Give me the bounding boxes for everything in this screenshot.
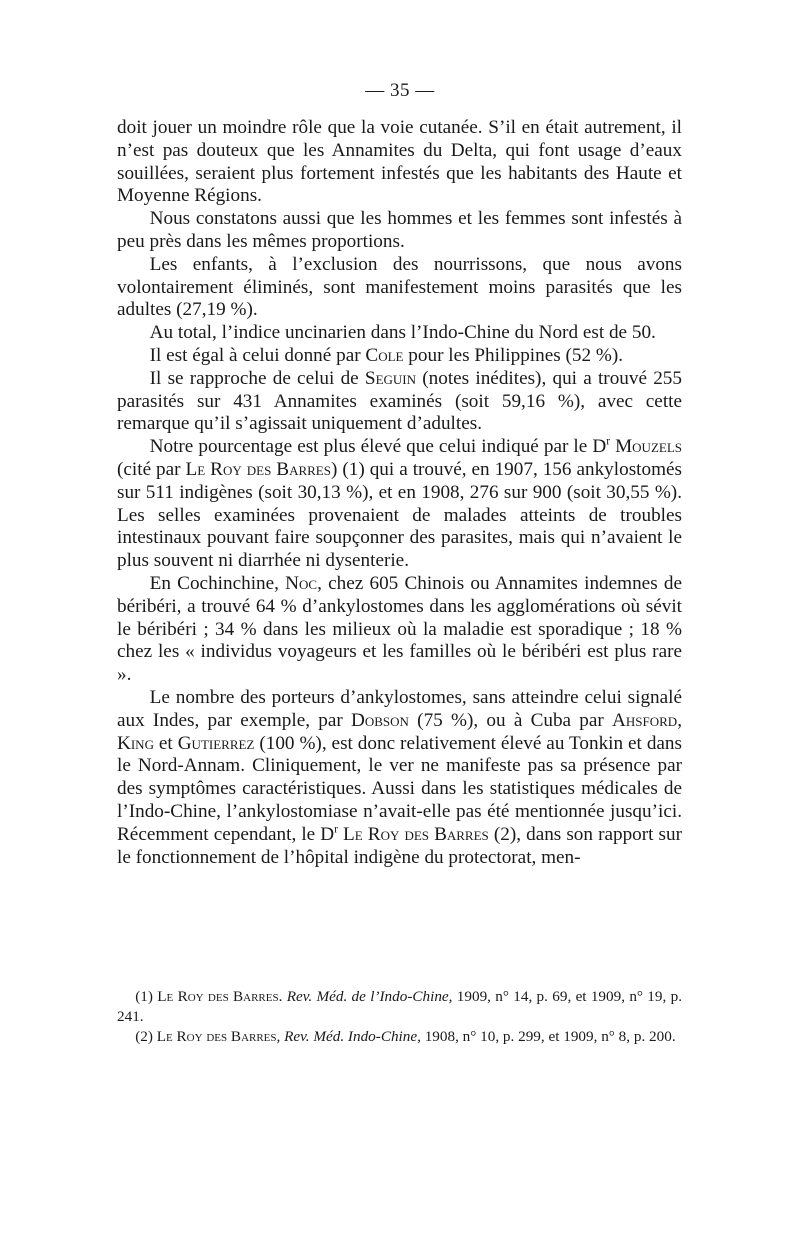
- paragraph: Il se rapproche de celui de Seguin (notes inédites), qui a trouvé 255 parasités sur 431 Annamites examinés (soit 59,16 %), avec cette remarque qu’il s’agissait uniquement d’adultes.: [117, 367, 682, 435]
- author-name: Cole: [365, 344, 404, 366]
- paragraph: En Cochinchine, Noc, chez 605 Chinois ou Annamites indemnes de béribéri, a trouvé 64 % d’ankylostomes dans les agglomérations où sévit le béribéri ; 34 % dans les milieux où la maladie est sporadique ; 18 % chez les « individus voyageurs et les familles où le béribéri est plus rare ».: [117, 572, 682, 686]
- body-text: [117, 117, 682, 869]
- author-name: Dobson: [351, 709, 409, 731]
- paragraph: Il est égal à celui donné par Cole pour les Philippines (52 %).: [149, 344, 624, 366]
- author-name: Gutierrez: [177, 732, 255, 754]
- footnote: (2) Le Roy des Barres, Rev. Méd. Indo-Chine, 1908, n° 10, p. 299, et 1909, n° 8, p. 200.: [135, 1028, 676, 1045]
- paragraph: Les enfants, à l’exclusion des nourrissons, que nous avons volontairement éliminés, sont manifestement moins parasités que les adultes (27,19 %).: [117, 253, 682, 321]
- footnotes: [117, 987, 682, 1047]
- paragraph: Notre pourcentage est plus élevé que celui indiqué par le $D^r$ Mouzels (cité par Le Roy des Barres) (1) qui a trouvé, en 1907, 156 ankylostomés sur 511 indigènes (soit 30,13 %), et en 1908, 276 sur 900 (soit 30,55 %). Les selles examinées provenaient de malades atteints de troubles intestinaux pouvant faire soupçonner des parasites, mais qui n’avaient le plus souvent ni diarrhée ni dysenterie.: [117, 435, 682, 572]
- author-name: Mouzels: [610, 436, 682, 458]
- page-number: — 35 —: [365, 80, 435, 101]
- author-name: Le Roy des Barres: [185, 458, 331, 480]
- paragraph: Le nombre des porteurs d’ankylostomes, sans atteindre celui signalé aux Indes, par exemple, par Dobson (75 %), ou à Cuba par Ahsford, King et Gutierrez (100 %), est donc relativement élevé au Tonkin et dans le Nord-Annam. Cliniquement, le ver ne manifeste pas sa présence par des symptômes caractéristiques. Aussi dans les statistiques médicales de l’Indo-Chine, l’ankylostomiase n’avait-elle pas été mentionnée jusqu’ici. Récemment cependant, le $D^r$ Le Roy des Barres (2), dans son rapport sur le fonctionnement de l’hôpital indigène du protectorat, men-: [117, 686, 682, 868]
- author-name: King: [117, 732, 154, 754]
- author-name: Seguin: [364, 367, 417, 389]
- paragraph: doit jouer un moindre rôle que la voie cutanée. S’il en était autrement, il n’est pas douteux que les Annamites du Delta, qui font usage d’eaux souillées, seraient plus fortement infestés que les habitants des Haute et Moyenne Régions.: [117, 117, 682, 207]
- author-name: Le Roy des Barres: [337, 823, 489, 845]
- author-name: Ahsford: [612, 709, 678, 731]
- paragraph: Nous constatons aussi que les hommes et les femmes sont infestés à peu près dans les mêmes proportions.: [117, 208, 682, 252]
- paragraph: Au total, l’indice uncinarien dans l’Indo-Chine du Nord est de 50.: [149, 322, 656, 344]
- author-name: Noc: [285, 572, 318, 594]
- footnote: (1) Le Roy des Barres. Rev. Méd. de l’Indo-Chine, 1909, n° 14, p. 69, et 1909, n° 19, p. 241.: [117, 988, 683, 1025]
